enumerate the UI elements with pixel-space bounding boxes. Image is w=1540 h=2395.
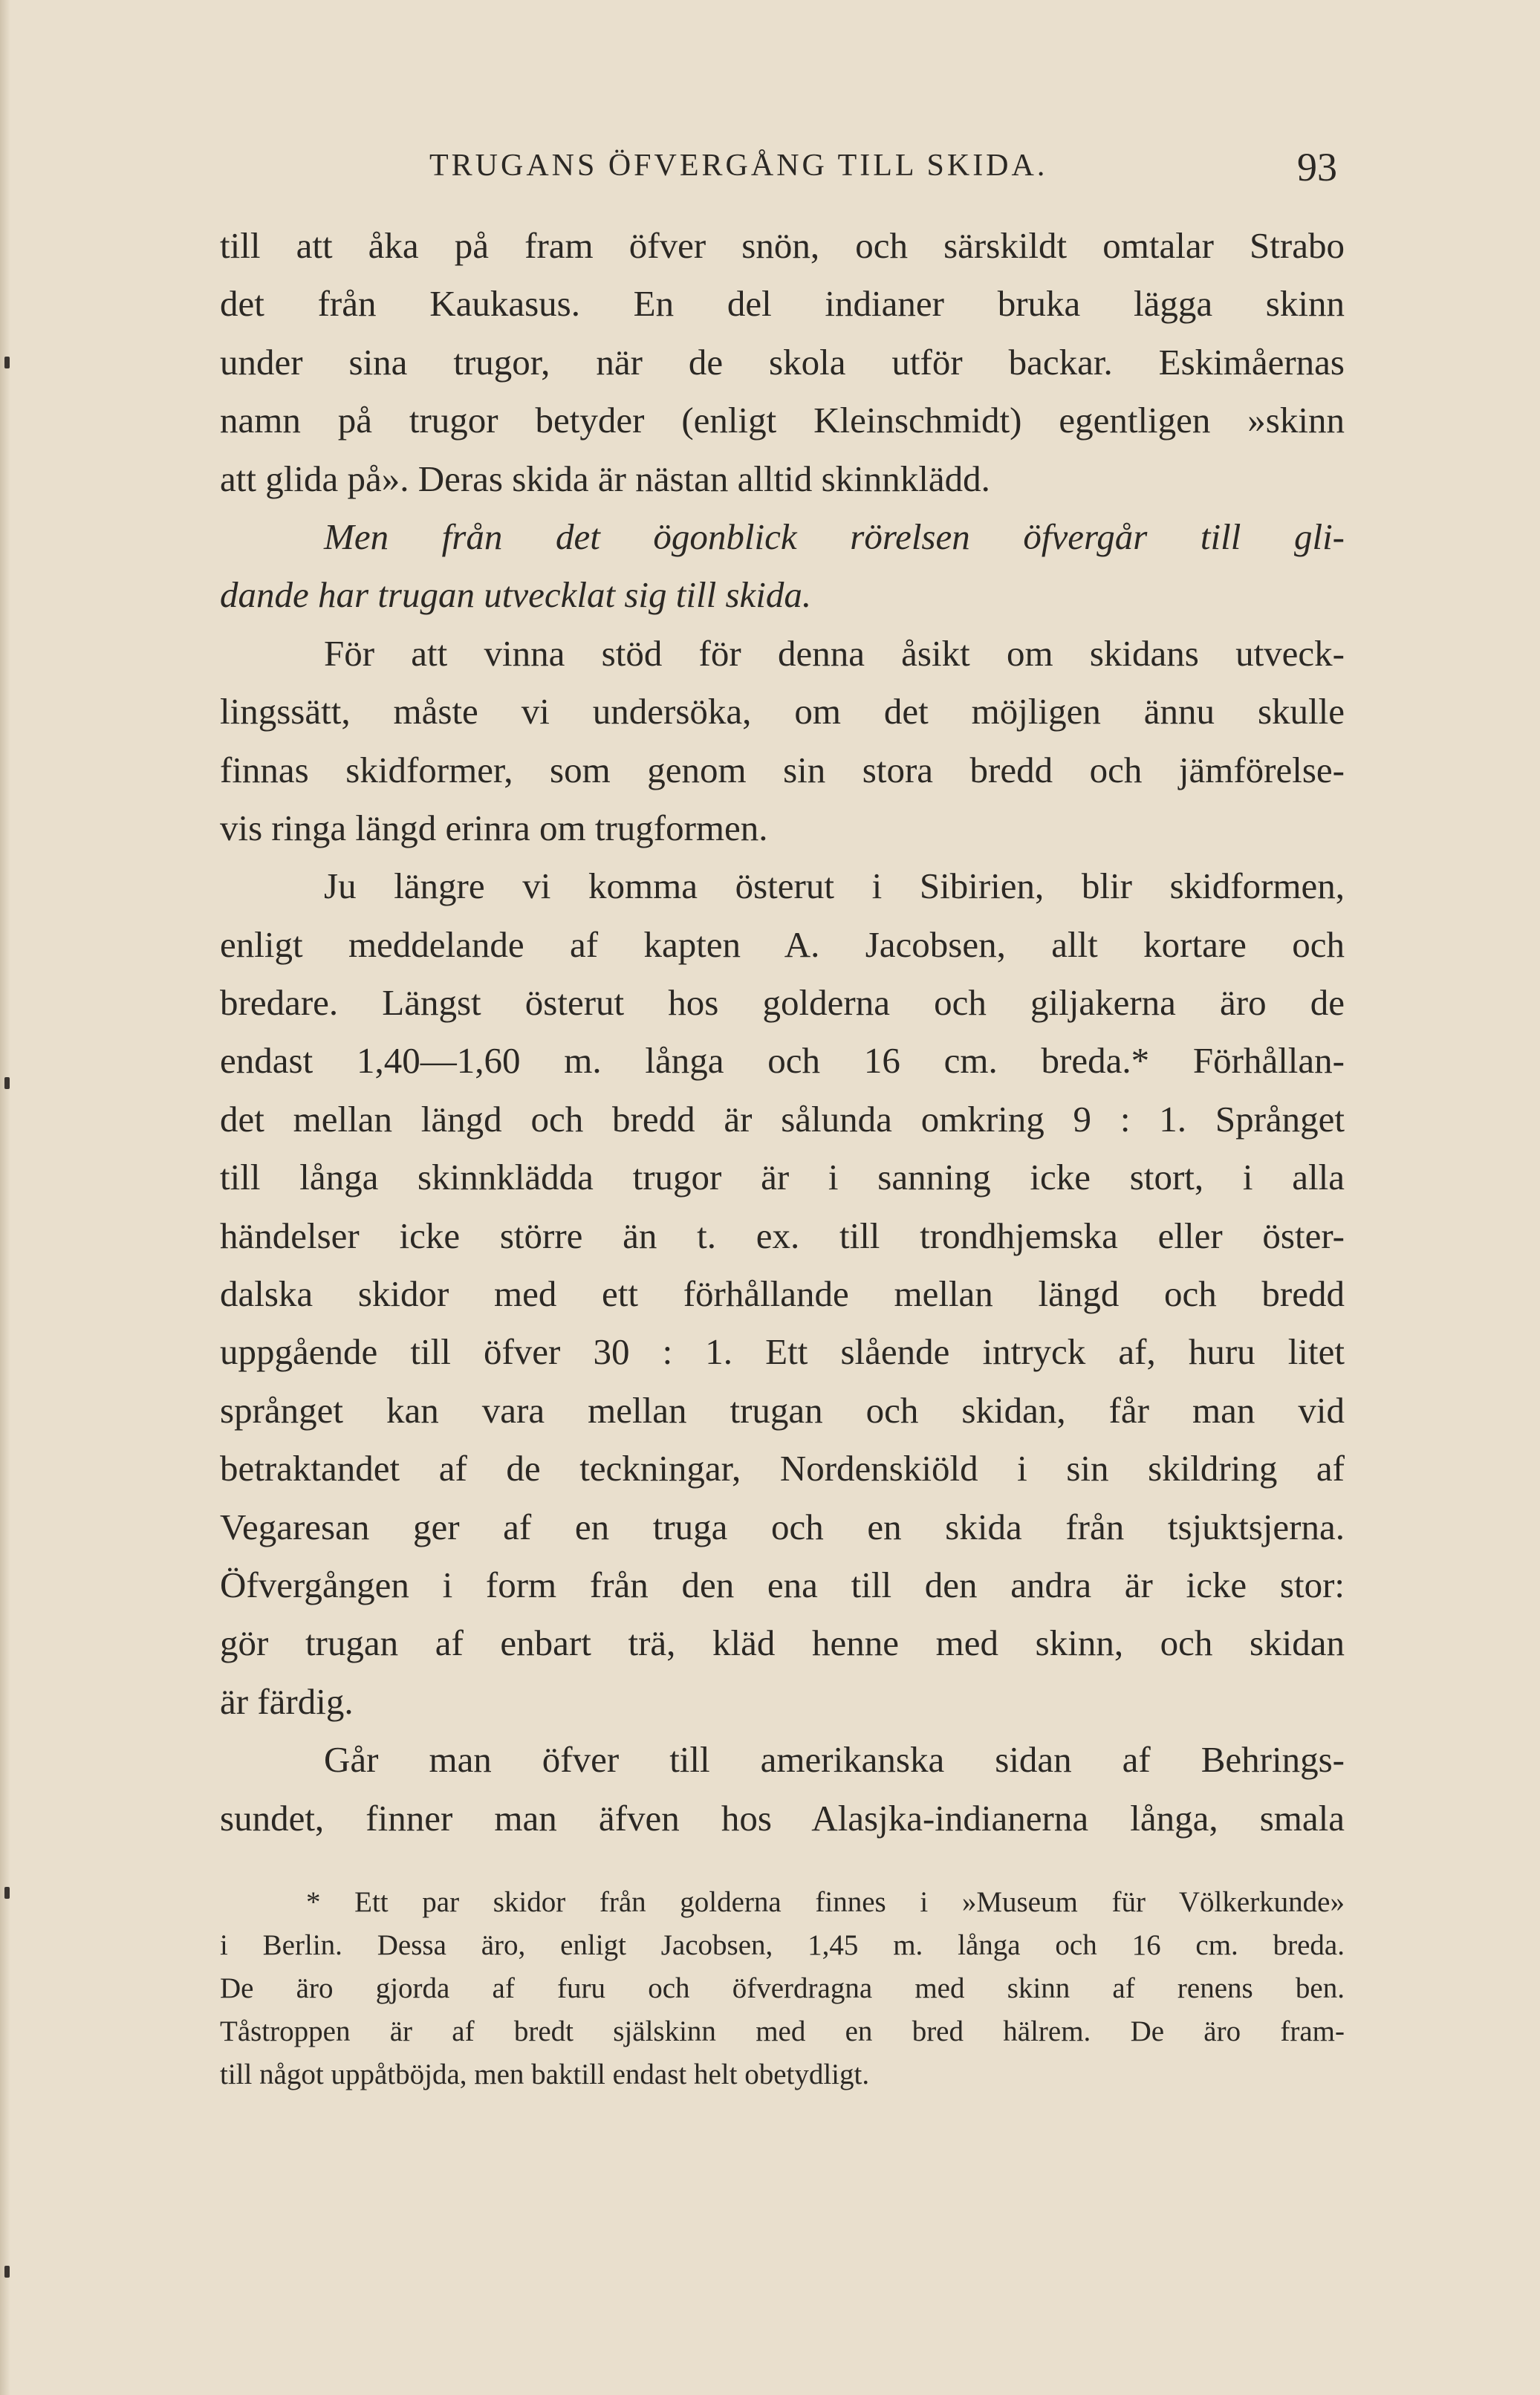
footnote-line: Tåstroppen är af bredt själskinn med en bred hälrem. De äro fram- bbox=[220, 2015, 1345, 2047]
text-line: Ju längre vi komma österut i Sibirien, blir skidformen, bbox=[324, 865, 1345, 907]
footnote-line: * Ett par skidor från golderna finnes i »Museum für Völkerkunde» bbox=[306, 1886, 1345, 1918]
text-line: endast 1,40—1,60 m. långa och 16 cm. breda.* Förhållan- bbox=[220, 1040, 1345, 1082]
text-line: vis ringa längd erinra om trugformen. bbox=[220, 807, 768, 848]
body-text bbox=[220, 217, 1345, 1848]
text-line: namn på trugor betyder (enligt Kleinschmidt) egentligen »skinn bbox=[220, 400, 1345, 441]
text-line: det mellan längd och bredd är sålunda omkring 9 : 1. Språnget bbox=[220, 1098, 1345, 1140]
text-line: till långa skinnklädda trugor är i sanning icke stort, i alla bbox=[220, 1157, 1345, 1198]
text-line: uppgående till öfver 30 : 1. Ett slående intryck af, huru litet bbox=[220, 1331, 1345, 1373]
text-line: språnget kan vara mellan trugan och skidan, får man vid bbox=[220, 1389, 1345, 1431]
text-line: att glida på». Deras skida är nästan alltid skinnklädd. bbox=[220, 458, 990, 499]
scan-speck bbox=[4, 2266, 10, 2278]
scan-speck bbox=[4, 1077, 10, 1089]
text-line: händelser icke större än t. ex. till trondhjemska eller öster- bbox=[220, 1215, 1345, 1256]
text-line: För att vinna stöd för denna åsikt om skidans utveck- bbox=[324, 632, 1345, 674]
text-line: Går man öfver till amerikanska sidan af Behrings- bbox=[324, 1739, 1345, 1781]
text-line: dande har trugan utvecklat sig till skida. bbox=[220, 574, 812, 616]
text-line: gör trugan af enbart trä, kläd henne med skinn, och skidan bbox=[220, 1622, 1345, 1664]
page-number: 93 bbox=[1297, 145, 1337, 189]
text-line: under sina trugor, när de skola utför backar. Eskimåernas bbox=[220, 341, 1345, 383]
text-line: betraktandet af de teckningar, Nordenskiöld i sin skildring af bbox=[220, 1448, 1345, 1489]
page-header bbox=[416, 140, 1337, 192]
text-line: finnas skidformer, som genom sin stora bredd och jämförelse- bbox=[220, 749, 1345, 790]
text-line: är färdig. bbox=[220, 1680, 354, 1722]
running-title: TRUGANS ÖFVERGÅNG TILL SKIDA. bbox=[429, 149, 1048, 183]
scan-speck bbox=[4, 1887, 10, 1899]
text-line: det från Kaukasus. En del indianer bruka lägga skinn bbox=[220, 283, 1345, 325]
footnote-line: De äro gjorda af furu och öfverdragna med skinn af renens ben. bbox=[220, 1972, 1345, 2004]
text-line: enligt meddelande af kapten A. Jacobsen, allt kortare och bbox=[220, 923, 1345, 965]
text-line: lingssätt, måste vi undersöka, om det möjligen ännu skulle bbox=[220, 691, 1345, 732]
text-line: Vegaresan ger af en truga och en skida från tsjuktsjerna. bbox=[220, 1506, 1345, 1547]
text-line: bredare. Längst österut hos golderna och giljakerna äro de bbox=[220, 982, 1345, 1024]
scan-speck bbox=[4, 357, 10, 368]
text-line: till att åka på fram öfver snön, och särskildt omtalar Strabo bbox=[220, 225, 1345, 266]
text-line: Öfvergången i form från den ena till den andra är icke stor: bbox=[220, 1564, 1345, 1605]
text-line: dalska skidor med ett förhållande mellan längd och bredd bbox=[220, 1273, 1345, 1315]
footnote-line: till något uppåtböjda, men baktill endast helt obetydligt. bbox=[220, 2058, 870, 2090]
footnote-line: i Berlin. Dessa äro, enligt Jacobsen, 1,45 m. långa och 16 cm. breda. bbox=[220, 1929, 1345, 1961]
text-line: Men från det ögonblick rörelsen öfvergår till gli- bbox=[324, 516, 1345, 557]
text-line: sundet, finner man äfven hos Alasjka-indianerna långa, smala bbox=[220, 1797, 1345, 1839]
footnote bbox=[220, 1881, 1345, 2096]
